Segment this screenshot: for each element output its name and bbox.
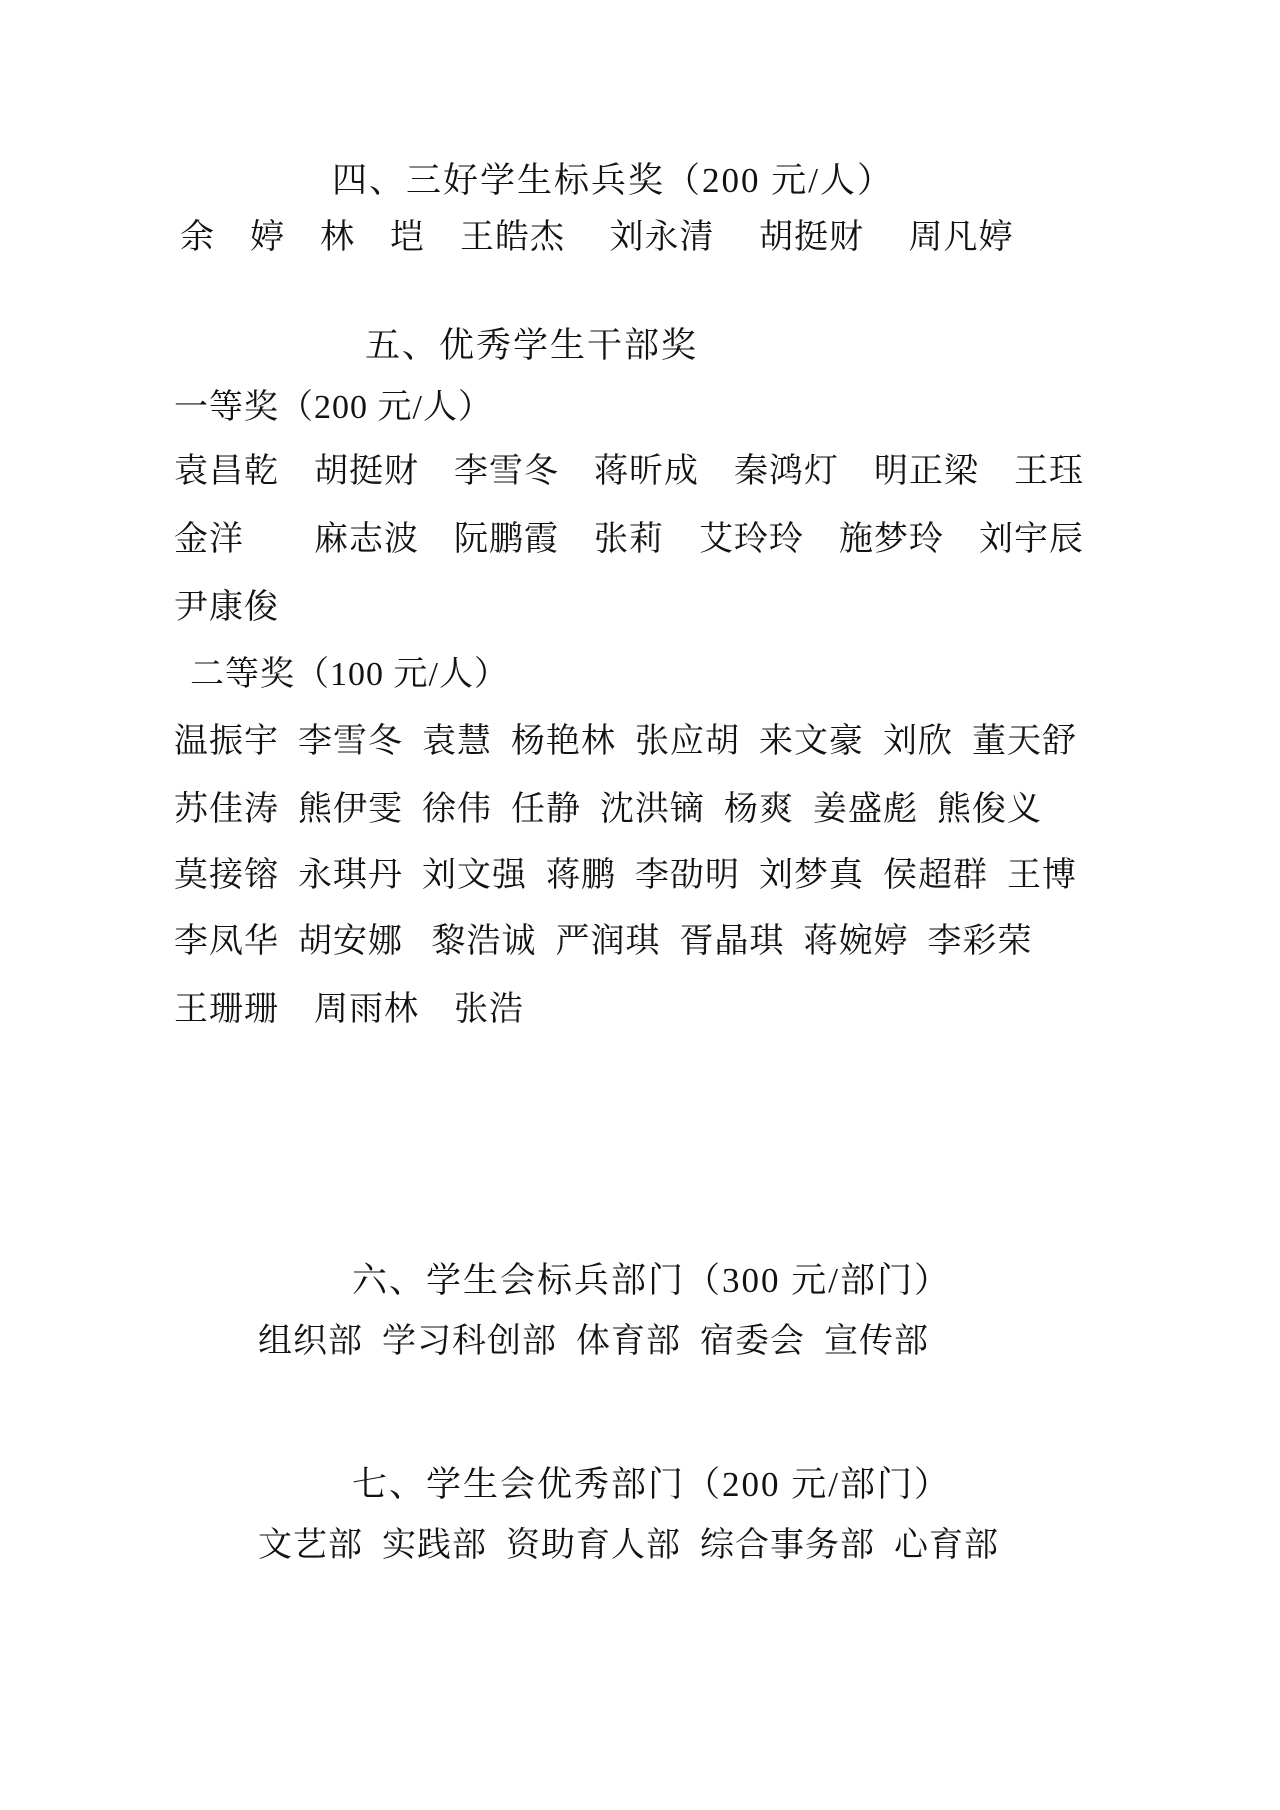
second-prize-names-row: 王珊珊 周雨林 张浩	[174, 991, 524, 1028]
section-7-heading: 七、学生会优秀部门（200 元/部门）	[352, 1465, 951, 1504]
second-prize-names-row: 苏佳涛 熊伊雯 徐伟 任静 沈洪镝 杨爽 姜盛彪 熊俊义	[174, 791, 1042, 828]
section-4-heading: 四、三好学生标兵奖（200 元/人）	[332, 161, 894, 200]
second-prize-names-row: 莫接镕 永琪丹 刘文强 蒋鹏 李劭明 刘梦真 侯超群 王博	[174, 857, 1077, 894]
first-prize-names-row: 金洋 麻志波 阮鹏霞 张莉 艾玲玲 施梦玲 刘宇辰	[174, 521, 1084, 558]
second-prize-names-row: 温振宇 李雪冬 袁慧 杨艳林 张应胡 来文豪 刘欣 董天舒	[174, 723, 1077, 760]
section-6-heading: 六、学生会标兵部门（300 元/部门）	[352, 1261, 951, 1300]
first-prize-names-row: 袁昌乾 胡挺财 李雪冬 蒋昕成 秦鸿灯 明正梁 王珏	[174, 453, 1084, 490]
first-prize-names-row: 尹康俊	[174, 589, 279, 626]
section-6-departments-line: 组织部 学习科创部 体育部 宿委会 宣传部	[258, 1323, 929, 1360]
section-7-departments-line: 文艺部 实践部 资助育人部 综合事务部 心育部	[258, 1527, 999, 1564]
second-prize-names-row: 李凤华 胡安娜 黎浩诚 严润琪 胥晶琪 蒋婉婷 李彩荣	[174, 923, 1033, 960]
section-4-names-line: 余 婷 林 垲 王皓杰 刘永清 胡挺财 周凡婷	[180, 219, 1014, 256]
first-prize-label: 一等奖（200 元/人）	[174, 389, 493, 426]
second-prize-label: 二等奖（100 元/人）	[190, 656, 509, 693]
section-5-heading: 五、优秀学生干部奖	[365, 326, 699, 365]
